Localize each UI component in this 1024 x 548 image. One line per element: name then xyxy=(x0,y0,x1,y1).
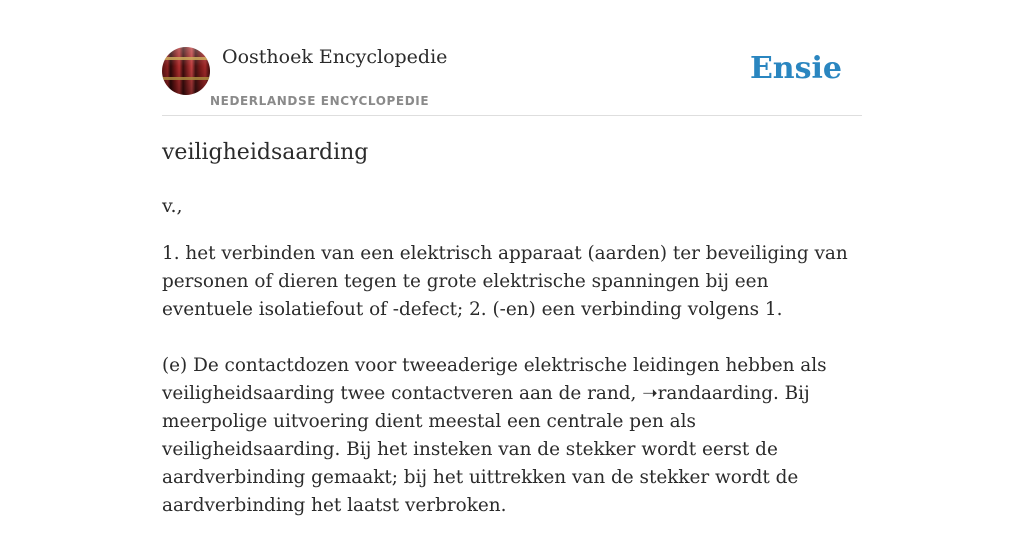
encyclopedia-avatar[interactable] xyxy=(162,47,210,95)
note-text-before-link: (e) De contactdozen voor tweeaderige elektrische leidingen hebben als veiligheidsaarding twee contactveren aan de rand, xyxy=(162,355,827,404)
site-subtitle: NEDERLANDSE ENCYCLOPEDIE xyxy=(210,94,430,108)
note-text-after-link: . Bij meerpolige uitvoering dient meestal een centrale pen als veiligheidsaarding. Bij het insteken van de stekker wordt eerst de aardverbinding gemaakt; bij het uittrekken van de stekker wordt de aardverbinding het laatst verbroken. xyxy=(162,383,810,516)
entry-headword: veiligheidsaarding xyxy=(162,140,369,165)
randaarding-link[interactable]: ➝randaarding xyxy=(642,383,773,404)
header-divider xyxy=(162,115,862,116)
ensie-logo[interactable]: Ensie xyxy=(749,51,842,86)
grammar-label: v., xyxy=(162,195,183,217)
note-paragraph xyxy=(162,352,862,520)
site-title[interactable]: Oosthoek Encyclopedie xyxy=(222,46,448,68)
definition-paragraph: 1. het verbinden van een elektrisch apparaat (aarden) ter beveiliging van personen of dieren tegen te grote elektrische spanningen bij een eventuele isolatiefout of -defect; 2. (-en) een verbinding volgens 1. xyxy=(162,243,848,320)
site-header xyxy=(162,46,862,116)
entry-definition xyxy=(162,240,862,548)
